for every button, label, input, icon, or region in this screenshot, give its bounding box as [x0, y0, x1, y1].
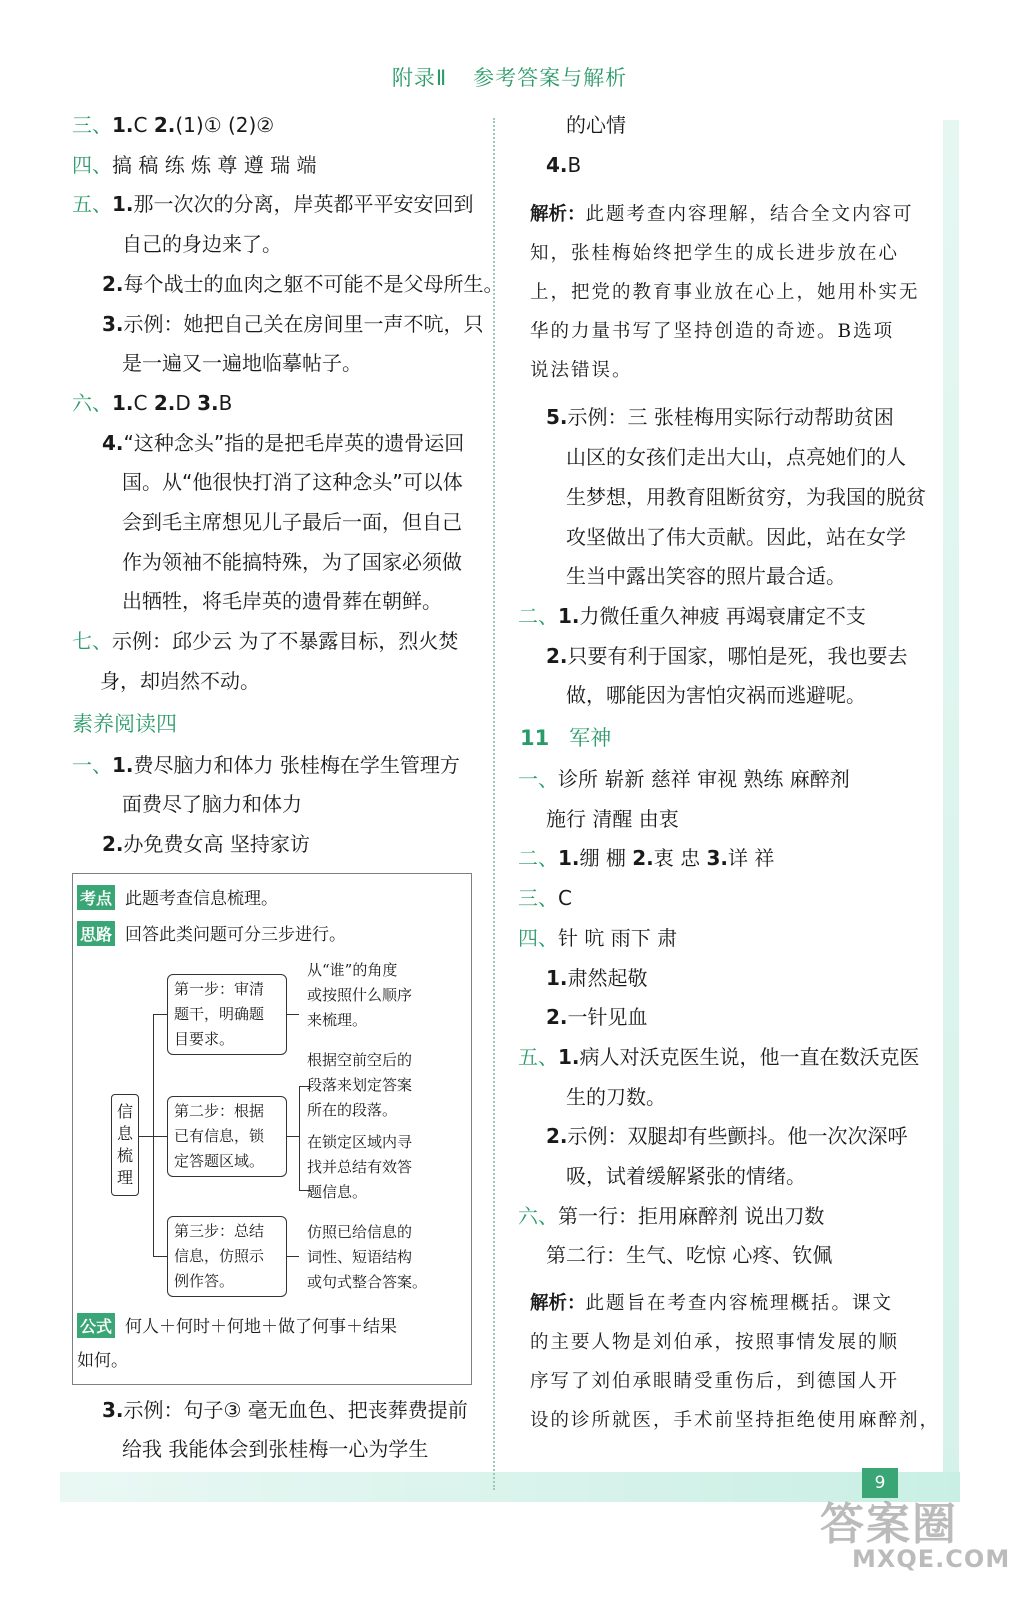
- answer-line: 五、1.那一次次的分离，岸英都平平安安回到: [72, 192, 474, 217]
- answer-line: 4.B: [546, 152, 582, 177]
- step-3-node: 第三步：总结 信息，仿照示 例作答。: [167, 1216, 287, 1297]
- tree-connector: [287, 1256, 299, 1257]
- watermark-url: MXQE.COM: [852, 1545, 1011, 1573]
- answer-line: 4.“这种念头”指的是把毛岸英的遗骨运回: [102, 430, 465, 455]
- answer-line: 2.每个战士的血肉之躯不可能不是父母所生。: [102, 271, 504, 296]
- answer-line: 3.示例：她把自己关在房间里一声不吭，只: [102, 311, 484, 336]
- section-title: 素养阅读四: [72, 711, 177, 736]
- silu-tag: 思路: [77, 921, 115, 946]
- step-1-leaf: 从“谁”的角度 或按照什么顺序 来梳理。: [307, 960, 413, 1029]
- answer-line: 2.示例：双腿却有些颤抖。他一次次深呼: [546, 1124, 908, 1149]
- kaodian-tag: 考点: [77, 885, 115, 910]
- answer-line: 二、1.绷 棚 2.衷 忠 3.详 祥: [518, 846, 775, 871]
- watermark-logo: 答案圈: [820, 1499, 958, 1550]
- right-column: [518, 106, 941, 1440]
- answer-line: 出牺牲，将毛岸英的遗骨葬在朝鲜。: [122, 589, 442, 614]
- analysis-line: 说法错误。: [530, 360, 633, 382]
- answer-line: 自己的身边来了。: [122, 232, 282, 257]
- answer-line: 攻坚做出了伟大贡献。因此，站在女学: [566, 524, 906, 549]
- answer-line: 四、针 吭 雨下 肃: [518, 925, 678, 950]
- answer-line: 2.办免费女高 坚持家访: [102, 831, 310, 856]
- answer-line: 六、1.C 2.D 3.B: [72, 390, 233, 415]
- answer-line: 会到毛主席想见儿子最后一面，但自己: [122, 510, 462, 535]
- answer-line: 5.示例：三 张桂梅用实际行动帮助贫困: [546, 405, 894, 430]
- answer-line: 的心情: [566, 113, 626, 137]
- analysis-line: 解析：此题考查内容理解，结合全文内容可: [530, 204, 914, 226]
- answer-line: 四、搞 稿 练 炼 尊 遵 瑞 端: [72, 152, 317, 177]
- header-title: 参考答案与解析: [473, 66, 628, 90]
- tree-root: 信息梳理: [111, 1094, 139, 1196]
- tree-connector: [287, 1014, 299, 1015]
- answer-line: 六、第一行：拒用麻醉剂 说出刀数: [518, 1203, 825, 1228]
- answer-line: 2.只要有利于国家，哪怕是死，我也要去: [546, 643, 908, 668]
- tree-connector: [139, 1136, 153, 1137]
- tree-connector: [299, 1086, 300, 1190]
- gongshi-row: 公式 何人＋何时＋何地＋做了何事＋结果: [77, 1312, 397, 1338]
- answer-line: 面费尽了脑力和体力: [122, 792, 302, 817]
- answer-line: 身，却岿然不动。: [100, 668, 260, 693]
- step-2-leaf: 在锁定区域内寻 找并总结有效答 题信息。: [307, 1132, 413, 1201]
- answer-line: 吸，试着缓解紧张的情绪。: [566, 1164, 806, 1189]
- step-2-node: 第二步：根据 已有信息，锁 定答题区域。: [167, 1096, 287, 1177]
- silu-row: 思路 回答此类问题可分三步进行。: [77, 920, 346, 946]
- answer-line: 做，哪能因为害怕灾祸而逃避呢。: [566, 683, 866, 708]
- column-divider: [493, 118, 495, 1490]
- tree-connector: [287, 1136, 299, 1137]
- answer-line: 是一遍又一遍地临摹帖子。: [122, 351, 362, 376]
- analysis-line: 知，张桂梅始终把学生的成长进步放在心: [530, 243, 900, 265]
- answer-line: 山区的女孩们走出大山，点亮她们的人: [566, 445, 906, 470]
- method-box: [72, 873, 472, 1385]
- gongshi-tag: 公式: [77, 1313, 115, 1338]
- tree-connector: [153, 1136, 167, 1137]
- answer-line: 1.肃然起敬: [546, 965, 648, 990]
- tree-connector: [153, 1014, 167, 1015]
- answer-line: 一、1.费尽脑力和体力 张桂梅在学生管理方: [72, 752, 460, 777]
- answer-line: 一、诊所 崭新 慈祥 审视 熟练 麻醉剂: [518, 767, 850, 792]
- step-3-leaf: 仿照已给信息的 词性、短语结构 或句式整合答案。: [307, 1222, 428, 1291]
- answer-line: 生的刀数。: [566, 1084, 666, 1109]
- answer-line: 二、1.力微任重久神疲 再竭衰庸定不支: [518, 603, 866, 628]
- kaodian-row: 考点 此题考查信息梳理。: [77, 884, 278, 910]
- tree-connector: [153, 1256, 167, 1257]
- left-column: [72, 106, 504, 1470]
- analysis-line: 解析：此题旨在考查内容梳理概括。课文: [530, 1293, 894, 1315]
- appendix-label: 附录Ⅱ: [391, 66, 448, 90]
- analysis-line: 设的诊所就医，手术前坚持拒绝使用麻醉剂，: [530, 1410, 941, 1432]
- answer-line: 3.示例：句子③ 毫无血色、把丧葬费提前: [102, 1397, 468, 1422]
- answer-line: 生当中露出笑容的照片最合适。: [566, 564, 846, 589]
- analysis-line: 的主要人物是刘伯承，按照事情发展的顺: [530, 1332, 900, 1354]
- analysis-line: 华的力量书写了坚持创造的奇迹。B选项: [530, 321, 895, 343]
- step-2-leaf: 根据空前空后的 段落来划定答案 所在的段落。: [307, 1050, 413, 1119]
- answer-line: 2.一针见血: [546, 1005, 648, 1030]
- answer-line: 三、C: [518, 886, 572, 911]
- gongshi-row: 如何。: [77, 1350, 128, 1371]
- page-number: 9: [862, 1468, 898, 1498]
- tree-connector: [153, 1014, 154, 1256]
- answer-line: 五、1.病人对沃克医生说，他一直在数沃克医: [518, 1044, 920, 1069]
- answer-line: 生梦想，用教育阻断贫穷，为我国的脱贫: [566, 484, 926, 509]
- analysis-line: 序写了刘伯承眼睛受重伤后，到德国人开: [530, 1371, 900, 1393]
- answer-line: 国。从“他很快打消了这种念头”可以体: [122, 470, 463, 495]
- step-1-node: 第一步：审清 题干，明确题 目要求。: [167, 974, 287, 1055]
- answer-line: 三、1.C 2.(1)① (2)②: [72, 113, 275, 137]
- answer-line: 七、示例：邱少云 为了不暴露目标，烈火焚: [72, 629, 459, 654]
- analysis-line: 上，把党的教育事业放在心上，她用朴实无: [530, 282, 920, 304]
- answer-line: 作为领袖不能搞特殊，为了国家必须做: [122, 549, 462, 574]
- lesson-title: 11 军神: [520, 726, 612, 751]
- answer-line: 施行 清醒 由衷: [546, 806, 679, 831]
- answer-line: 第二行：生气、吃惊 心疼、钦佩: [546, 1243, 833, 1268]
- right-green-margin: [943, 120, 959, 1482]
- page-header: [0, 62, 1019, 92]
- answer-line: 给我 我能体会到张桂梅一心为学生: [122, 1437, 429, 1462]
